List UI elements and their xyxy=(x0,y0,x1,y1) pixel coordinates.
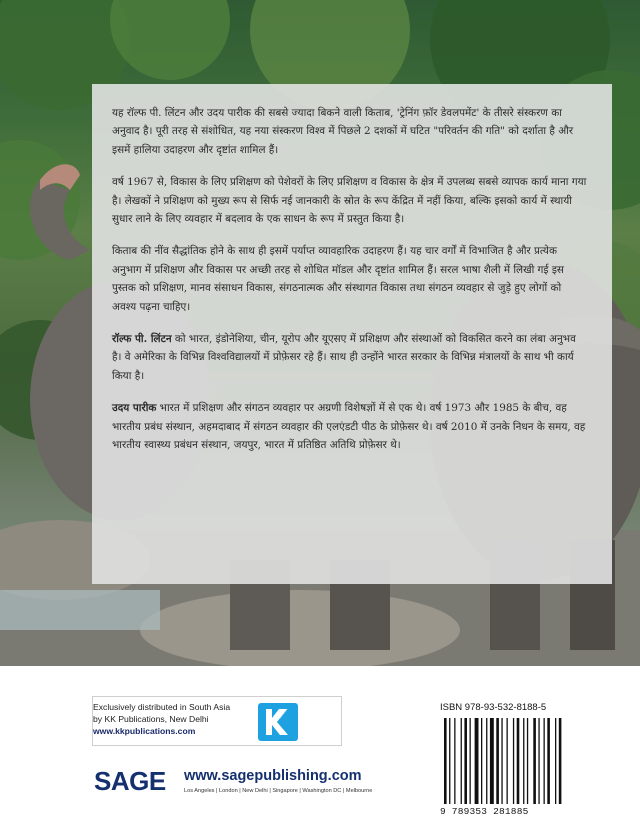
author-bio-pareek-text: भारत में प्रशिक्षण और संगठन व्यवहार पर अग्रणी विशेषज्ञों में से एक थे। वर्ष 1973 और 1985 के बीच, वह भारतीय प्रबंध संस्थान, अहमदाबाद में संगठन व्यवहार की एलएंडटी पीठ के प्रोफ़ेसर थे। वर्ष 2010 में उनके निधन के समय, वह भारतीय स्वास्थ्य प्रबंधन संस्थान, जयपुर, भारत में प्रतिष्ठित अतिथि प्रोफ़ेसर थे। xyxy=(112,402,586,452)
distribution-url: www.kkpublications.com xyxy=(93,726,196,736)
author-bio-lynton-text: को भारत, इंडोनेशिया, चीन, यूरोप और यूएसए में प्रशिक्षण और संस्थाओं को विकसित करने का लंबा अनुभव है। वे अमेरिका के विभिन्न विश्वविद्यालयों में प्रोफ़ेसर रहे हैं। साथ ही उन्होंने भारत सरकार के विभिन्न मंत्रालयों के साथ भी कार्य किया है। xyxy=(112,333,576,382)
content-paragraph: किताब की नींव सैद्धांतिक होने के साथ ही इसमें पर्याप्त व्यावहारिक उदाहरण हैं। यह चार वर्गों में विभाजित है और प्रत्येक अनुभाग में प्रशिक्षण और विकास पर अच्छी तरह से शोधित मॉडल और दृष्टांत शामिल हैं। सरल भाषा शैली में लिखी गई इस पुस्तक को प्रशिक्षण, मानव संसाधन विकास, संगठनात्मक और संस्थागत विकास तथा संगठन व्यवहार से जुड़े हुए लोगों को अवश्य पढ़ना चाहिए। xyxy=(112,245,564,313)
publisher-name: SAGE xyxy=(94,766,166,796)
barcode-icon xyxy=(440,718,586,804)
kk-logo-icon xyxy=(258,703,298,741)
barcode-digits: 9 789353 281885 xyxy=(440,806,529,817)
author-name-pareek: उदय पारीक xyxy=(112,402,157,415)
author-bio-lynton xyxy=(112,330,588,385)
publisher-logo xyxy=(92,764,392,804)
description-panel xyxy=(92,84,612,584)
isbn-label: ISBN 978-93-532-8188-5 xyxy=(440,702,547,713)
publisher-url: www.sagepublishing.com xyxy=(184,768,362,784)
author-name-lynton: रॉल्फ पी. लिंटन xyxy=(112,333,172,346)
intro-paragraph: यह रॉल्फ पी. लिंटन और उदय पारीक की सबसे ज्यादा बिकने वाली किताब, 'ट्रेनिंग फ़ॉर डेवलपमेंट' के तीसरे संस्करण का अनुवाद है। पूरी तरह से संशोधित, यह नया संस्करण विश्व में पिछले 2 दशकों में घटित "परिवर्तन की गति" को दर्शाता है और इसमें हालिया उदाहरण और दृष्टांत शामिल हैं। xyxy=(112,107,574,156)
publisher-cities: Los Angeles | London | New Delhi | Singapore | Washington DC | Melbourne xyxy=(184,788,373,794)
distribution-line-1: Exclusively distributed in South Asia xyxy=(93,702,231,712)
history-paragraph: वर्ष 1967 से, विकास के लिए प्रशिक्षण को पेशेवरों के लिए प्रशिक्षण व विकास के क्षेत्र में उपलब्ध सबसे व्यापक कार्य माना गया है। लेखकों ने प्रशिक्षण को मुख्य रूप से सिर्फ नई जानकारी के स्रोत के रूप केंद्रित में नहीं किया, बल्कि इसको कार्य में स्थायी सुधार लाने के लिए व्यवहार में बदलाव के एक साधन के रूप में प्रस्तुत किया है। xyxy=(112,176,587,226)
distribution-line-2: by KK Publications, New Delhi xyxy=(93,714,209,724)
author-bio-pareek xyxy=(112,399,588,454)
distribution-text xyxy=(93,701,230,737)
distribution-box xyxy=(92,696,342,746)
